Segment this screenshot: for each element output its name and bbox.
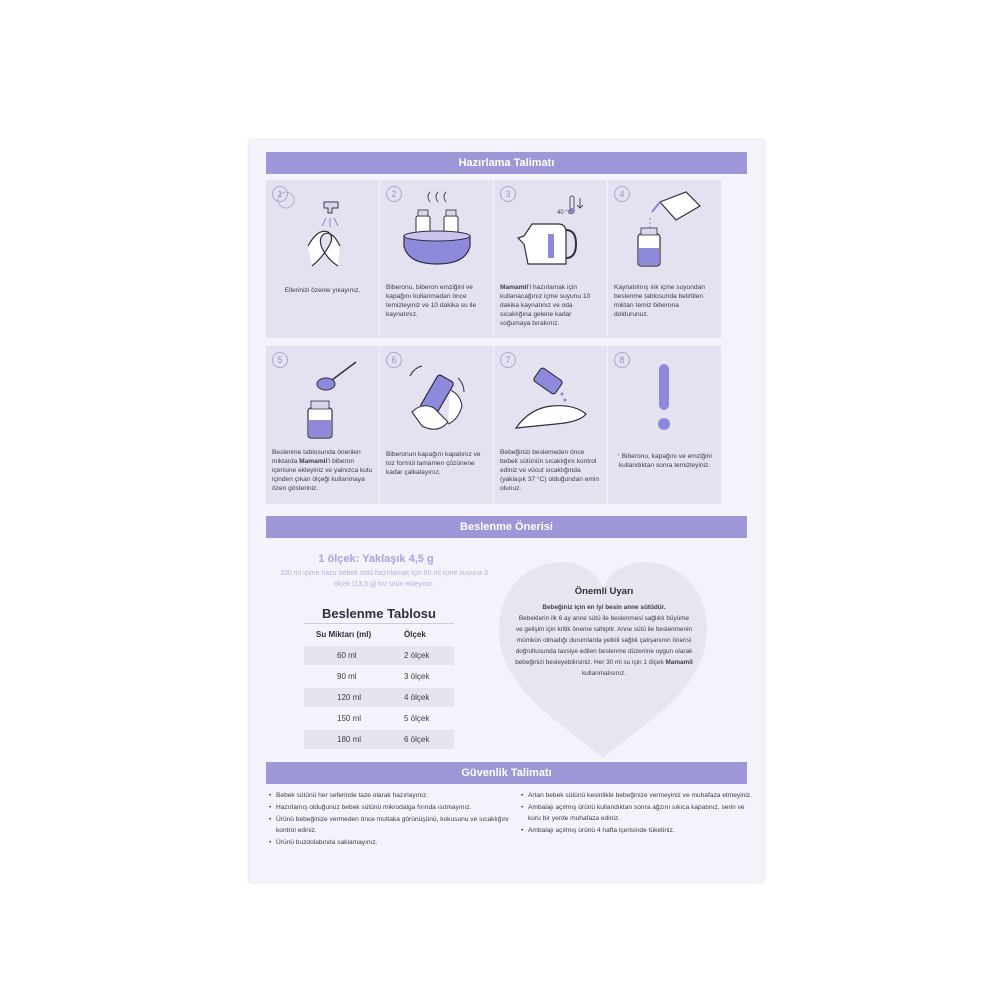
temperature-label: 40 °C (557, 210, 573, 216)
table-row: 60 ml 2 ölçek (304, 646, 454, 665)
list-item: • Hazırlamış olduğunuz bebek sütünü mikrodalga fırında ısıtmayınız. (269, 802, 509, 813)
step-number: 2 (386, 186, 402, 202)
step-text: Biberonu, biberon emziğini ve kapağını kullanmadan önce temizleyiniz ve 10 dakika su ile kaynatınız. (386, 284, 477, 318)
brand-name: Mamamil (299, 458, 328, 465)
table-row: 90 ml 3 ölçek (337, 672, 430, 681)
list-item: • Ürünü bebeğinize vermeden önce mutlaka görünüşünü, kokusunu ve sıcaklığını kontrol ediniz. (269, 814, 509, 836)
step-3 (494, 180, 607, 338)
step-7 (494, 346, 607, 504)
step-text: * Biberonu, kapağını ve emziğini kullandıktan sonra temizleyiniz. (617, 453, 712, 469)
warning-title: Önemli Uyarı (574, 586, 634, 597)
step-4 (608, 180, 721, 338)
safety-list-left (269, 790, 509, 849)
brand-name: Mamamil (665, 659, 693, 666)
hand-washing-icon (274, 188, 371, 276)
list-item: • Ürünü buzdolabında saklamayınız. (269, 837, 509, 848)
exclamation-icon (616, 354, 713, 442)
col-header-scoop: Ölçek (404, 630, 426, 639)
list-item: • Artan bebek sütünü kesinlikle bebeğinize vermeyiniz ve muhafaza etmeyiniz. (521, 790, 753, 801)
feeding-section-header: Beslenme Önerisi (266, 516, 747, 538)
list-item: • Ambalajı açılmış ürünü kullandıktan sonra ağzını sıkıca kapatınız, serin ve kuru bir yerde muhafaza ediniz. (521, 802, 753, 824)
measure-note: 100 ml içime hazır bebek sütü hazırlamak için 90 ml içme suyuna 3 ölçek (13,5 g) toz ürün ekleyiniz. (280, 570, 488, 588)
scoop-powder-icon (274, 354, 371, 442)
step-number: 4 (614, 186, 630, 202)
step-number: 1 (272, 186, 288, 202)
safety-section-header: Güvenlik Talimatı (266, 762, 747, 784)
warning-lead: Bebeğiniz için en iyi besin anne sütüdür. (542, 604, 666, 611)
step-number: 6 (386, 352, 402, 368)
feeding-table-title: Beslenme Tablosu (322, 606, 436, 621)
step-text: Bebeğinizi beslemeden önce bebek sütünün sıcaklığını kontrol ediniz ve vücut sıcaklığında (yaklaşık 37 °C) olduğundan emin olunuz. (500, 449, 600, 492)
pouring-water-icon (616, 188, 713, 276)
boiling-bottles-icon (388, 188, 485, 276)
warning-text: Bebeğiniz için en iyi besin anne sütüdür. Bebeklerin ilk 6 ay anne sütü ile beslenmesi sağlıklı büyüme ve gelişim için kritik öneme sahiptir. Anne sütü ile beslenmenin mümkün olmadığı durumlarda yetkili sağlık çalışanının önerisi doğrultusunda tavsiye edilen beslenme düzenine uygun olarak bebeğinizi besleyebilirsiniz. Her 30 ml su için 1 ölçek Mamamil kullanmalısınız. (515, 604, 693, 677)
measure-title: 1 ölçek: Yaklaşık 4,5 g (318, 553, 434, 565)
step-8 (608, 346, 721, 504)
step-text: Ellerinizi özenle yıkayınız. (284, 287, 361, 294)
step-number: 7 (500, 352, 516, 368)
step-text: Mamamil’i hazırlamak için kullanacağınız içme suyunu 10 dakika kaynatınız ve oda sıcaklığına gelene kadar soğumaya bırakınız. (500, 284, 591, 327)
col-header-water: Su Miktarı (ml) (316, 630, 372, 639)
step-text: Kaynatılmış ılık içme suyundan beslenme tablosunda belirtilen miktarı temiz biberona doldurunuz. (614, 284, 705, 318)
step-1 (266, 180, 379, 338)
table-row: 120 ml 4 ölçek (304, 688, 454, 707)
list-item: • Bebek sütünü her seferinde taze olarak hazırlayınız. (269, 790, 509, 801)
table-row: 180 ml 6 ölçek (304, 730, 454, 749)
kettle-icon (502, 188, 599, 276)
table-divider (304, 623, 454, 624)
step-6 (380, 346, 493, 504)
step-number: 3 (500, 186, 516, 202)
temperature-check-icon (502, 354, 599, 442)
shaking-bottle-icon (388, 354, 485, 442)
list-item: • Ambalajı açılmış ürünü 4 hafta içerisinde tüketiniz. (521, 825, 753, 836)
table-row: 150 ml 5 ölçek (337, 714, 430, 723)
step-number: 8 (614, 352, 630, 368)
safety-list-right (521, 790, 753, 837)
step-text: Beslenme tablosunda önerilen miktarda Mamamil’i biberon içerisine ekleyiniz ve yalnızca kutu içinden çıkan ölçeği kullanmaya özen gösteriniz. (272, 449, 373, 492)
instruction-card (249, 140, 764, 882)
prep-section-header: Hazırlama Talimatı (266, 152, 747, 174)
step-text: Biberonun kapağını kapatınız ve toz formül tamamen çözünene kadar çalkalayınız. (386, 451, 481, 476)
step-number: 5 (272, 352, 288, 368)
brand-name: Mamamil (500, 284, 529, 291)
step-5 (266, 346, 379, 504)
step-2 (380, 180, 493, 338)
